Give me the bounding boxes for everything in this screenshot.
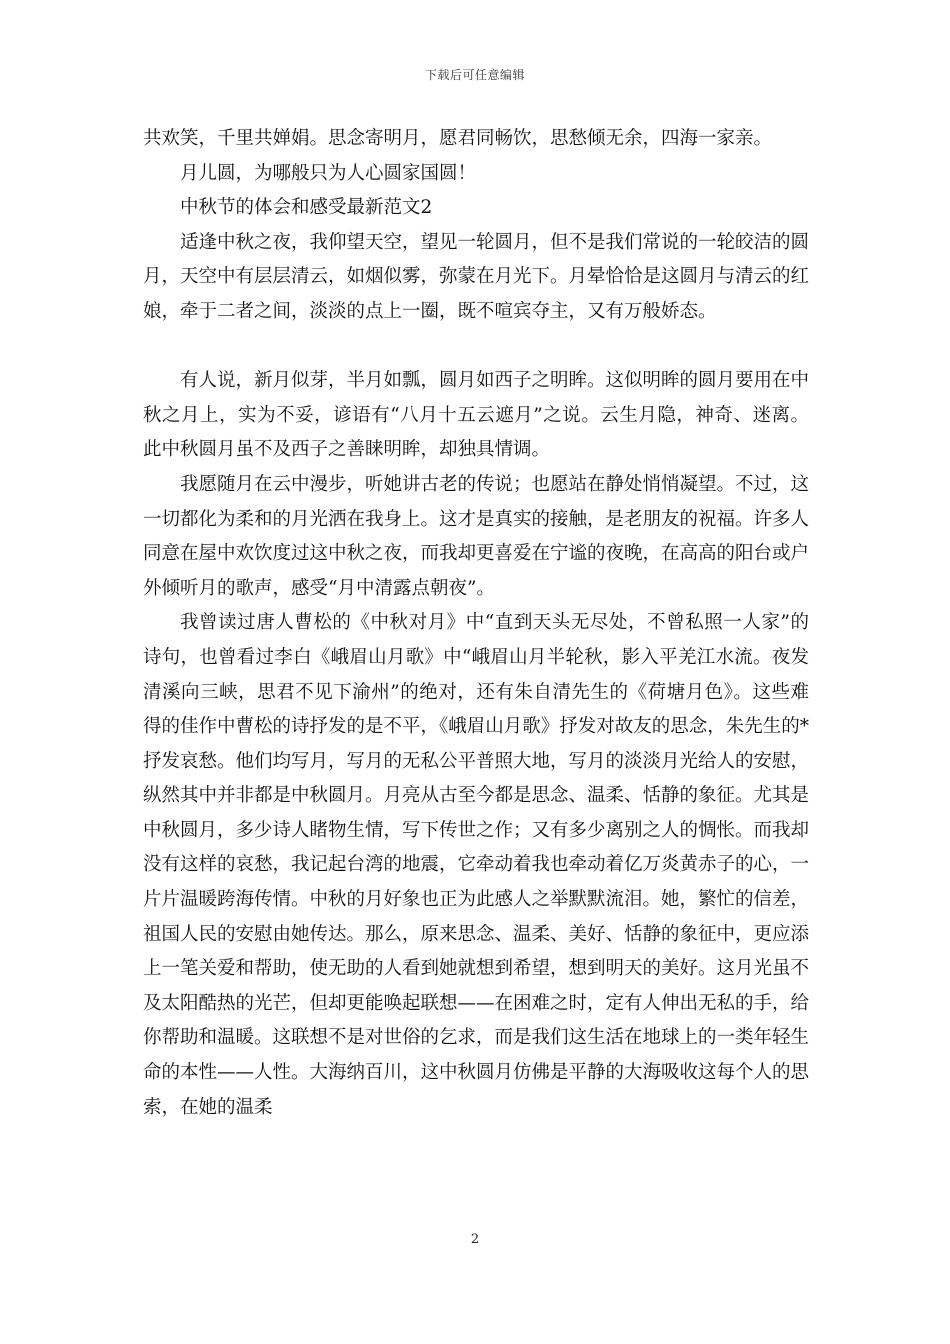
page-number: 2 (470, 1232, 480, 1247)
paragraph-1: 适逢中秋之夜，我仰望天空，望见一轮圆月，但不是我们常说的一轮皎洁的圆月，天空中有层层清云，如烟似雾，弥蒙在月光下。月晕恰恰是这圆月与清云的红娘，牵于二者之间，淡淡的点上一圈，既不喧宾夺主，又有万般娇态。 (143, 231, 810, 322)
document-body (143, 122, 809, 1125)
paragraph-4: 我曾读过唐人曹松的《中秋对月》中“直到天头无尽处，不曾私照一人家”的诗句，也曾看过李白《峨眉山月歌》中“峨眉山月半轮秋，影入平羌江水流。夜发清溪向三峡，思君不见下渝州”的绝对，还有朱自清先生的《荷塘月色》。这些难得的佳作中曹松的诗抒发的是不平，《峨眉山月歌》抒发对故友的思念，朱先生的*抒发哀愁。他们均写月，写月的无私公平普照大地，写月的淡淡月光给人的安慰，纵然其中并非都是中秋圆月。月亮从古至今都是思念、温柔、恬静的象征。尤其是中秋圆月，多少诗人睹物生情，写下传世之作；又有多少离别之人的惆怅。而我却没有这样的哀愁，我记起台湾的地震，它牵动着我也牵动着亿万炎黄赤子的心，一片片温暖跨海传情。中秋的月好象也正为此感人之举默默流泪。她，繁忙的信差，祖国人民的安慰由她传达。那么，原来思念、温柔、美好、恬静的象征中，更应添上一笔关爱和帮助，使无助的人看到她就想到希望，想到明天的美好。这月光虽不及太阳酷热的光芒，但却更能唤起联想——在困难之时，定有人伸出无私的手，给你帮助和温暖。这联想不是对世俗的乞求，而是我们这生活在地球上的一类年轻生命的本性——人性。大海纳百川，这中秋圆月仿佛是平静的大海吸收这每个人的思索，在她的温柔 (143, 612, 810, 1118)
paragraph-3: 我愿随月在云中漫步，听她讲古老的传说；也愿站在静处悄悄凝望。不过，这一切都化为柔和的月光洒在我身上。这才是真实的接触，是老朋友的祝福。许多人同意在屋中欢饮度过这中秋之夜，而我却更喜爱在宁谧的夜晚，在高高的阳台或户外倾听月的歌声，感受“月中清露点朝夜”。 (143, 473, 810, 599)
page-header: 下载后可任意编辑 (424, 68, 525, 82)
paragraph-spacer (143, 330, 809, 365)
paragraph-2: 有人说，新月似芽，半月如瓢，圆月如西子之明眸。这似明眸的圆月要用在中秋之月上，实为不妥，谚语有“八月十五云遮月”之说。云生月隐，神奇、迷离。此中秋圆月虽不及西子之善睐明眸，却独具情调。 (143, 370, 810, 461)
paragraph-continuation: 共欢笑，千里共婵娟。思念寄明月，愿君同畅饮，思愁倾无余，四海一家亲。 (143, 128, 773, 149)
section-title: 中秋节的体会和感受最新范文2 (180, 197, 433, 219)
paragraph-moon-round: 月儿圆，为哪般只为人心圆家国圆！ (180, 162, 477, 184)
